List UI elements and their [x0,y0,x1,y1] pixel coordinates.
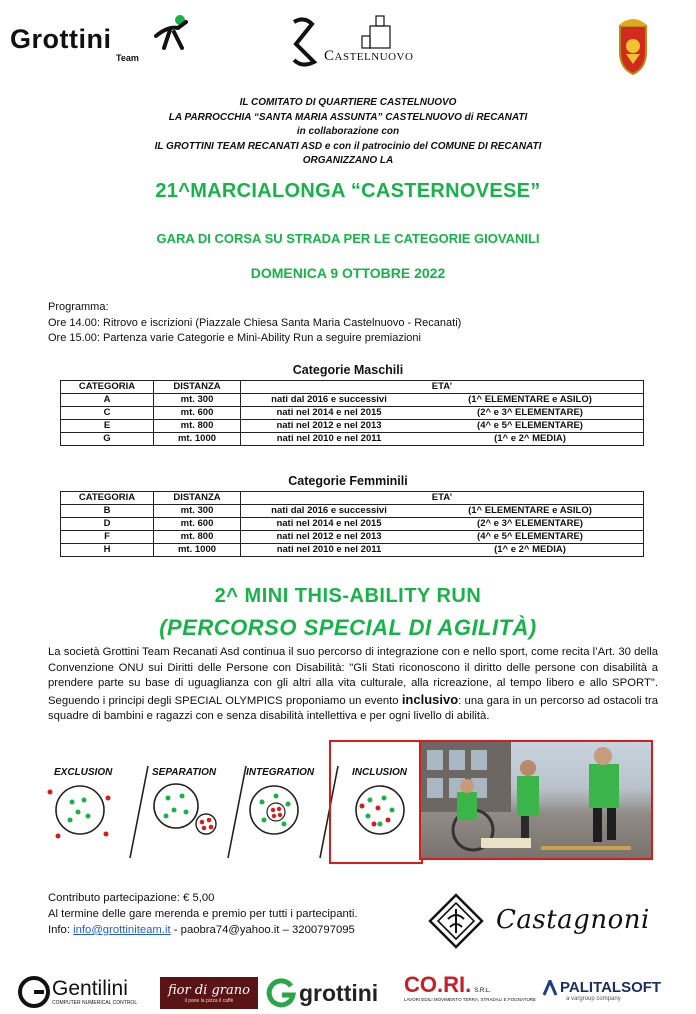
cell-classe: (1^ e 2^ MEDIA) [417,433,644,446]
palitalsoft-a-icon [542,980,558,996]
cell-dist: mt. 800 [154,531,241,544]
info-label: Info: [48,924,74,936]
header-eta: ETA’ [241,492,644,505]
cell-cat: G [61,433,154,446]
cell-classe: (2^ e 3^ ELEMENTARE) [417,407,644,420]
grottini-sponsor-name: grottini [299,979,379,1006]
cell-dist: mt. 300 [154,394,241,407]
contact-line [48,922,358,938]
cell-classe: (4^ e 5^ ELEMENTARE) [417,531,644,544]
ability-paragraph [48,645,658,725]
intro-line-5: ORGANIZZANO LA [302,155,394,166]
runner-icon [150,14,192,56]
cell-nati: nati nel 2012 e nel 2013 [241,531,418,544]
ability-para-bold: inclusivo [401,691,459,707]
cell-dist: mt. 600 [154,518,241,531]
ability-para-part2: : una gara in un percorso ad ostacoli tra squadre di bambini e ragazzi con e senza disabilità intellettiva e per ogni livello di abilità. [48,694,659,723]
table-row [61,518,644,531]
cell-classe: (1^ ELEMENTARE e ASILO) [417,505,644,518]
maschili-table [60,380,644,446]
event-subtitle: GARA DI CORSA SU STRADA PER LE CATEGORIE GIOVANILI [156,231,540,246]
grottini-logo-sub: Team [116,53,139,63]
label-exclusion: EXCLUSION [54,767,113,778]
header-categoria: CATEGORIA [61,381,154,394]
cori-sub: LAVORI EDILI MOVIMENTO TERRA, STRADALI E FOGNATURE [404,997,536,1002]
event-date: DOMENICA 9 OTTOBRE 2022 [250,265,446,281]
gentilini-name: Gentilini [52,977,128,1000]
table-row [61,531,644,544]
castelnuovo-logo [290,14,450,68]
intro-block [0,96,696,169]
header-distanza: DISTANZA [154,492,241,505]
grottini-team-logo [10,20,185,65]
programma-line-2: Ore 15.00: Partenza varie Categorie e Mini-Ability Run a seguire premiazioni [48,332,421,344]
event-photo [419,740,653,860]
gentilini-sub: COMPUTER NUMERICAL CONTROL [52,1000,138,1006]
ability-subtitle: (PERCORSO SPECIAL DI AGILITÀ) [159,615,537,640]
gentilini-g-icon [18,976,50,1008]
sponsor-cori [404,973,536,1011]
intro-line-2: LA PARROCCHIA “SANTA MARIA ASSUNTA” CASTELNUOVO di RECANATI [168,111,528,123]
cell-nati: nati nel 2012 e nel 2013 [241,420,418,433]
contact-rest: - paobra74@yahoo.it – 3200797095 [170,924,355,936]
cell-nati: nati dal 2016 e successivi [241,505,418,518]
header-distanza: DISTANZA [154,381,241,394]
table-row [61,544,644,557]
event-title: 21^MARCIALONGA “CASTERNOVESE” [155,180,541,202]
separation-circle [154,784,198,828]
sponsor-grottini [266,977,406,1009]
cell-cat: F [61,531,154,544]
programma-block [48,300,461,347]
photo-scene [421,742,651,858]
cell-nati: nati nel 2010 e nel 2011 [241,544,418,557]
cell-cat: C [61,407,154,420]
intro-line-4: IL GROTTINI TEAM RECANATI ASD e con il patrocinio del COMUNE DI RECANATI [154,140,542,152]
table-header-row [61,381,644,394]
cori-name: CO.RI. [404,972,472,997]
email-link[interactable]: info@grottiniteam.it [73,924,171,936]
cell-dist: mt. 1000 [154,544,241,557]
label-inclusion: INCLUSION [352,767,407,778]
fior-di-grano-name: fior di grano [168,982,250,998]
grottini-g-icon [266,978,296,1008]
table-header-row [61,492,644,505]
programma-line-1: Ore 14.00: Ritrovo e iscrizioni (Piazzale Chiesa Santa Maria Castelnuovo - Recanati) [48,316,462,329]
femminili-table [60,491,644,557]
cell-classe: (1^ e 2^ MEDIA) [417,544,644,557]
castagnoni-signature: Castagnoni [496,905,650,935]
cell-cat: E [61,420,154,433]
fior-di-grano-sub: il pane la pizza il caffè [184,997,234,1004]
cell-nati: nati nel 2014 e nel 2015 [241,407,418,420]
palitalsoft-name: PALITALSOFT [560,979,662,996]
table-row [61,433,644,446]
cell-dist: mt. 600 [154,407,241,420]
castagnoni-emblem-icon [428,893,484,949]
cell-classe: (4^ e 5^ ELEMENTARE) [417,420,644,433]
cell-dist: mt. 800 [154,420,241,433]
cori-suffix: S.R.L. [474,988,491,994]
cell-dist: mt. 1000 [154,433,241,446]
cell-nati: nati nel 2010 e nel 2011 [241,433,418,446]
exclusion-circle [56,786,104,834]
cell-nati: nati dal 2016 e successivi [241,394,418,407]
maschili-title: Categorie Maschili [292,363,404,377]
cell-dist: mt. 300 [154,505,241,518]
ability-title: 2^ MINI THIS-ABILITY RUN [214,585,482,607]
inclusion-highlight-frame [329,740,423,864]
sponsor-gentilini [18,975,148,1009]
crest-icon [612,14,654,76]
cell-cat: D [61,518,154,531]
table-row [61,505,644,518]
cell-cat: B [61,505,154,518]
cell-nati: nati nel 2014 e nel 2015 [241,518,418,531]
cell-classe: (1^ ELEMENTARE e ASILO) [417,394,644,407]
contributo-text: Contributo partecipazione: € 5,00 [48,892,215,904]
table-row [61,420,644,433]
table-row [61,394,644,407]
sponsor-fior-di-grano [160,977,258,1009]
cell-classe: (2^ e 3^ ELEMENTARE) [417,518,644,531]
footer-info [48,890,358,938]
label-separation: SEPARATION [152,767,217,778]
intro-line-1: IL COMITATO DI QUARTIERE CASTELNUOVO [239,97,457,108]
palitalsoft-sub: a vargroup company [566,996,621,1002]
cell-cat: H [61,544,154,557]
cell-cat: A [61,394,154,407]
sponsor-palitalsoft [542,979,692,1009]
intro-line-3: in collaborazione con [296,126,400,137]
header-eta: ETA’ [241,381,644,394]
premio-text: Al termine delle gare merenda e premio per tutti i partecipanti. [48,908,358,920]
grottini-logo-text: Grottini [10,24,112,54]
castelnuovo-logo-text: Castelnuovo [324,48,414,64]
label-integration: INTEGRATION [246,767,315,778]
ability-para-part1: La società Grottini Team Recanati Asd continua il suo percorso di integrazione con e nello sport, come recita l’Art. 30 della Convenzione ONU sui Diritti delle Persone con Disabilità: "Gli Stati riconoscono il diritto delle persone con disabilità a prendere parte su base di uguaglianza con gli altri alla vita culturale, alla ricreazione, al tempo libero e allo SPORT". Seguendo i principi degli SPECIAL OLYMPICS proponiamo un evento [48,646,658,707]
header-categoria: CATEGORIA [61,492,154,505]
table-row [61,407,644,420]
programma-label: Programma: [48,301,109,313]
femminili-title: Categorie Femminili [288,474,408,488]
